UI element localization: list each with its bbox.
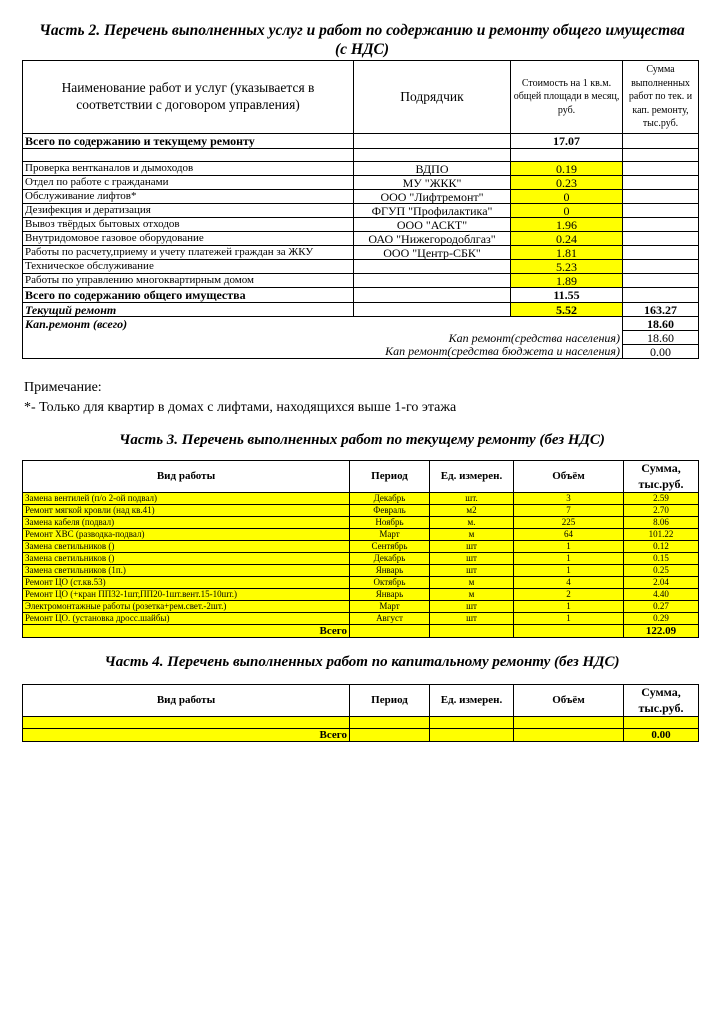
header-sum: Сумма, тыс.руб. — [624, 461, 699, 493]
part3-total-label: Всего — [23, 625, 350, 638]
work-name: Замена вентилей (п/о 2-ой подвал) — [23, 493, 350, 505]
table-row — [23, 505, 699, 517]
service-row — [23, 204, 699, 218]
work-name: Электромонтажные работы (розетка+рем.свет.-2шт.) — [23, 601, 350, 613]
part3-total-row — [23, 625, 699, 638]
total-maintenance-row — [23, 134, 699, 149]
header-sum: Сумма выполненных работ по тек. и кап. ремонту, тыс.руб. — [623, 61, 699, 134]
work-volume: 1 — [514, 613, 624, 625]
header-contractor: Подрядчик — [354, 61, 511, 134]
work-unit: м — [430, 577, 514, 589]
table-row — [23, 613, 699, 625]
work-name: Замена светильников () — [23, 553, 350, 565]
part2-title-line2: (с НДС) — [334, 41, 390, 58]
table-row — [23, 517, 699, 529]
current-repair-label: Текущий ремонт — [23, 303, 354, 317]
work-name: Ремонт мягкой кровли (над кв.41) — [23, 505, 350, 517]
work-unit: шт — [430, 553, 514, 565]
header-volume: Объём — [514, 461, 624, 493]
part3-title: Часть 3. Перечень выполненных работ по текущему ремонту (без НДС) — [119, 432, 605, 448]
service-name: Отдел по работе с гражданами — [23, 176, 354, 190]
table-row — [23, 541, 699, 553]
work-volume: 1 — [514, 541, 624, 553]
service-row — [23, 176, 699, 190]
work-period: Декабрь — [350, 493, 430, 505]
table-row — [23, 577, 699, 589]
table-row — [23, 553, 699, 565]
work-name: Замена светильников () — [23, 541, 350, 553]
capital-population-row — [23, 331, 699, 345]
work-sum: 0.12 — [624, 541, 699, 553]
work-sum: 0.29 — [624, 613, 699, 625]
service-name: Обслуживание лифтов* — [23, 190, 354, 204]
work-volume: 3 — [514, 493, 624, 505]
service-contractor: ФГУП "Профилактика" — [354, 204, 511, 218]
service-cost: 1.81 — [511, 246, 623, 260]
service-cost: 1.89 — [511, 274, 623, 288]
work-volume: 7 — [514, 505, 624, 517]
service-contractor: ВДПО — [354, 162, 511, 176]
service-contractor: ООО "Центр-СБК" — [354, 246, 511, 260]
table-row — [23, 589, 699, 601]
service-name: Проверка вентканалов и дымоходов — [23, 162, 354, 176]
service-contractor: ООО "Лифтремонт" — [354, 190, 511, 204]
work-volume: 4 — [514, 577, 624, 589]
work-unit: шт — [430, 565, 514, 577]
part3-table — [22, 460, 699, 638]
capital-population-sum: 18.60 — [623, 331, 699, 345]
service-contractor — [354, 274, 511, 288]
service-name: Внутридомовое газовое оборудование — [23, 232, 354, 246]
table-row — [23, 601, 699, 613]
work-unit: шт — [430, 613, 514, 625]
service-cost: 0 — [511, 190, 623, 204]
table-row — [23, 493, 699, 505]
part4-total-row — [23, 729, 699, 742]
header-name: Наименование работ и услуг (указывается в соответствии с договором управления) — [23, 61, 354, 134]
work-sum: 8.06 — [624, 517, 699, 529]
service-name: Работы по управлению многоквартирным домом — [23, 274, 354, 288]
work-period: Январь — [350, 565, 430, 577]
service-cost: 0 — [511, 204, 623, 218]
service-row — [23, 162, 699, 176]
work-sum: 0.15 — [624, 553, 699, 565]
work-sum: 4.40 — [624, 589, 699, 601]
work-period: Сентябрь — [350, 541, 430, 553]
work-volume: 1 — [514, 565, 624, 577]
current-repair-value: 5.52 — [511, 303, 623, 317]
part2-title-line1: Часть 2. Перечень выполненных услуг и работ по содержанию и ремонту общего имущества — [39, 22, 685, 39]
capital-budget-label: Кап ремонт(средства бюджета и населения) — [23, 345, 623, 359]
table-row — [23, 529, 699, 541]
current-repair-row — [23, 303, 699, 317]
service-cost: 5.23 — [511, 260, 623, 274]
service-row — [23, 218, 699, 232]
work-unit: м — [430, 589, 514, 601]
total-common-row — [23, 288, 699, 303]
service-row — [23, 246, 699, 260]
current-repair-sum: 163.27 — [623, 303, 699, 317]
work-sum: 2.59 — [624, 493, 699, 505]
part4-title: Часть 4. Перечень выполненных работ по капитальному ремонту (без НДС) — [104, 654, 620, 670]
work-name: Замена кабеля (подвал) — [23, 517, 350, 529]
service-name: Вывоз твёрдых бытовых отходов — [23, 218, 354, 232]
service-name: Техническое обслуживание — [23, 260, 354, 274]
work-unit: шт. — [430, 493, 514, 505]
work-unit: шт — [430, 541, 514, 553]
work-name: Ремонт ЦО. (установка дросс.шайбы) — [23, 613, 350, 625]
part4-total-value: 0.00 — [624, 729, 699, 742]
service-name: Дезифекция и дератизация — [23, 204, 354, 218]
service-contractor: ОАО "Нижегородоблгаз" — [354, 232, 511, 246]
service-cost: 0.19 — [511, 162, 623, 176]
part4-table — [22, 684, 699, 742]
work-unit: м2 — [430, 505, 514, 517]
header-volume: Объём — [514, 685, 624, 717]
work-period: Февраль — [350, 505, 430, 517]
note-text: *- Только для квартир в домах с лифтами, находящихся выше 1-го этажа — [24, 400, 457, 415]
work-period: Январь — [350, 589, 430, 601]
header-period: Период — [350, 461, 430, 493]
work-period: Август — [350, 613, 430, 625]
table-row — [23, 565, 699, 577]
work-name: Ремонт ХВС (разводка-подвал) — [23, 529, 350, 541]
work-volume: 2 — [514, 589, 624, 601]
service-cost: 1.96 — [511, 218, 623, 232]
header-cost: Стоимость на 1 кв.м. общей площади в месяц, руб. — [511, 61, 623, 134]
header-work: Вид работы — [23, 685, 350, 717]
work-sum: 0.27 — [624, 601, 699, 613]
work-period: Март — [350, 529, 430, 541]
service-row — [23, 260, 699, 274]
table-row — [23, 717, 699, 729]
work-period: Март — [350, 601, 430, 613]
work-sum: 2.04 — [624, 577, 699, 589]
header-work: Вид работы — [23, 461, 350, 493]
header-unit: Ед. измерен. — [430, 461, 514, 493]
work-sum: 0.25 — [624, 565, 699, 577]
service-cost: 0.24 — [511, 232, 623, 246]
capital-repair-label: Кап.ремонт (всего) — [23, 317, 623, 331]
service-row — [23, 274, 699, 288]
capital-budget-sum: 0.00 — [623, 345, 699, 359]
work-unit: м. — [430, 517, 514, 529]
work-unit: шт — [430, 601, 514, 613]
work-period: Ноябрь — [350, 517, 430, 529]
total-maintenance-value: 17.07 — [511, 134, 623, 149]
service-name: Работы по расчету,приему и учету платежей граждан за ЖКУ — [23, 246, 354, 260]
total-common-value: 11.55 — [511, 288, 623, 303]
work-period: Декабрь — [350, 553, 430, 565]
work-volume: 64 — [514, 529, 624, 541]
note-title: Примечание: — [24, 380, 102, 395]
service-row — [23, 232, 699, 246]
service-contractor — [354, 260, 511, 274]
header-period: Период — [350, 685, 430, 717]
work-volume: 1 — [514, 601, 624, 613]
capital-repair-row — [23, 317, 699, 331]
work-name: Ремонт ЦО (+кран ПП32-1шт,ПП20-1шт.вент.15-10шт.) — [23, 589, 350, 601]
work-sum: 101.22 — [624, 529, 699, 541]
header-sum: Сумма, тыс.руб. — [624, 685, 699, 717]
work-name: Замена светильников (1п.) — [23, 565, 350, 577]
part2-table — [22, 60, 699, 359]
work-name: Ремонт ЦО (ст.кв.53) — [23, 577, 350, 589]
capital-population-label: Кап ремонт(средства населения) — [23, 331, 623, 345]
service-row — [23, 190, 699, 204]
part2-title — [20, 21, 704, 59]
capital-repair-sum: 18.60 — [623, 317, 699, 331]
work-period: Октябрь — [350, 577, 430, 589]
service-cost: 0.23 — [511, 176, 623, 190]
work-volume: 225 — [514, 517, 624, 529]
total-common-label: Всего по содержанию общего имущества — [23, 288, 354, 303]
work-unit: м — [430, 529, 514, 541]
part4-total-label: Всего — [23, 729, 350, 742]
work-volume: 1 — [514, 553, 624, 565]
part3-total-value: 122.09 — [624, 625, 699, 638]
total-maintenance-label: Всего по содержанию и текущему ремонту — [23, 134, 354, 149]
work-sum: 2.70 — [624, 505, 699, 517]
service-contractor: ООО "АСКТ" — [354, 218, 511, 232]
service-contractor: МУ "ЖКК" — [354, 176, 511, 190]
capital-budget-row — [23, 345, 699, 359]
header-unit: Ед. измерен. — [430, 685, 514, 717]
